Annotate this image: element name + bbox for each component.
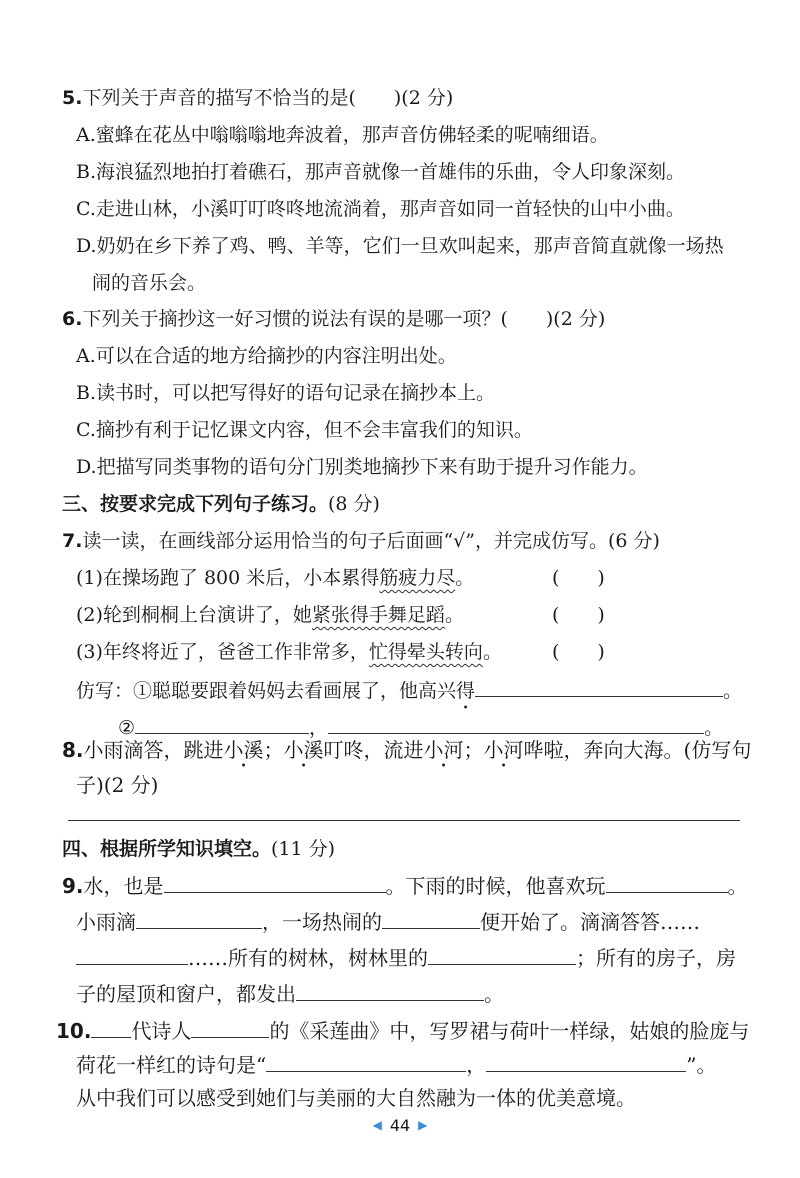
q8-number: 8. [62,738,84,762]
q7-sentence-2 [76,600,464,630]
q7-s1-underlined: 筋疲力尽 [379,567,456,589]
q7-s3-answer-paren[interactable]: ( ) [552,641,605,663]
q7-s2-underlined: 紧张得手舞足蹈 [311,604,445,626]
q5-option-d-line1: D.奶奶在乡下养了鸡、鸭、羊等，它们一旦欢叫起来，那声音简直就像一场热 [76,235,724,257]
q7-s2-text: (2)轮到桐桐上台演讲了，她 [76,604,312,626]
q9-text-3b: ；所有的房子，房 [576,946,736,970]
q10-line2 [76,1049,716,1080]
q5-option-d-line2: 闹的音乐会。 [92,272,207,294]
q8-answer-line[interactable] [68,820,740,821]
q8-dotted-1: 小溪 [223,738,264,762]
section-4-heading [62,834,335,864]
q7-s1-end: 。 [455,567,475,589]
q6-option-a: A.可以在合适的地方给摘抄的内容注明出处。 [76,345,457,367]
section-3-title: 三、按要求完成下列句子练习。 [62,493,329,515]
q6-option-c: C.摘抄有利于记忆课文内容，但不会丰富我们的知识。 [76,419,533,441]
q5-option-b: B.海浪猛烈地拍打着礁石，那声音就像一首雄伟的乐曲，令人印象深刻。 [76,161,686,183]
q9-text-4b: 。 [484,982,504,1006]
q8-text-c: 叮咚，流进 [323,738,424,762]
q7-imitation-2-end: 。 [704,717,724,739]
q7-sentence-1 [76,563,474,593]
q7-s2-answer-paren[interactable]: ( ) [552,604,605,626]
q7-imitation-dotted-char: 得 [456,680,476,702]
page-footer [0,1116,800,1135]
q9-blank-3[interactable] [136,906,262,929]
q7-imitation-2-number: ② [118,717,136,739]
q6-number: 6. [62,308,83,330]
q7-s3-underlined: 忙得晕头转向 [368,641,483,663]
q9-text-4a: 子的屋顶和窗户，都发出 [76,982,296,1006]
q7-number: 7. [62,530,83,552]
q5-stem-text: 下列关于声音的描写不恰当的是( )(2 分) [82,87,454,109]
q9-blank-4[interactable] [382,906,480,929]
q9-number: 9. [62,874,84,898]
q9-text-1b: 。下雨的时候，他喜欢玩 [385,874,606,898]
q10-line3: 从中我们可以感受到她们与美丽的大自然融为一体的优美意境。 [76,1086,636,1110]
q9-blank-5[interactable] [76,942,188,965]
q8-dotted-3: 小河 [423,738,464,762]
q8-dotted-4: 小河 [483,738,524,762]
q9-blank-6[interactable] [428,942,576,965]
q7-imitation-2-comma: ， [309,717,329,739]
q7-imitation-2-blank-b[interactable] [328,711,704,734]
q8-stem-line2: 子)(2 分) [76,773,159,797]
q7-s3-text: (3)年终将近了，爸爸工作非常多， [76,641,369,663]
q9-blank-7[interactable] [296,978,484,1001]
q5-option-a: A.蜜蜂在花丛中嗡嗡嗡地奔波着，那声音仿佛轻柔的呢喃细语。 [76,124,609,146]
q6-option-b: B.读书时，可以把写得好的语句记录在摘抄本上。 [76,382,496,404]
q9-line4 [76,978,504,1009]
page-number: 44 [389,1116,411,1135]
q9-text-3a: ……所有的树林，树林里的 [188,946,428,970]
q5-stem [62,83,453,113]
q10-text-2c: ”。 [686,1053,717,1077]
q6-stem-text: 下列关于摘抄这一好习惯的说法有误的是哪一项？( )(2 分) [82,308,606,330]
q7-s1-answer-paren[interactable]: ( ) [552,567,605,589]
q7-imitation-1 [76,674,742,706]
q7-imitation-2-blank-a[interactable] [135,711,309,734]
q8-text-d: ； [463,738,484,762]
q6-option-d: D.把描写同类事物的语句分门别类地摘抄下来有助于提升习作能力。 [76,456,648,478]
q10-blank-poet[interactable] [191,1015,269,1038]
q10-blank-verse-1[interactable] [266,1049,466,1072]
q9-line1 [62,870,748,901]
q9-text-2a: 小雨滴 [76,910,136,934]
q6-stem [62,304,605,334]
q10-blank-verse-2[interactable] [486,1049,686,1072]
q5-option-c: C.走进山林，小溪叮叮咚咚地流淌着，那声音如同一首轻快的山中小曲。 [76,198,685,220]
q8-text-e: 哗啦，奔向大海。(仿写句 [523,738,752,762]
q10-text-2a: 荷花一样红的诗句是“ [76,1053,267,1077]
q10-text-1a: 代诗人 [131,1019,192,1043]
prev-page-icon[interactable]: ◀ [372,1118,382,1132]
q10-text-1b: 的《采莲曲》中，写罗裙与荷叶一样绿，姑娘的脸庞与 [269,1019,750,1043]
q7-s3-end: 。 [482,641,502,663]
q7-imitation-1-end: 。 [723,680,743,702]
q7-sentence-3 [76,637,502,667]
section-3-heading [62,489,380,519]
q7-s2-end: 。 [444,604,464,626]
q9-text-2b: ，一场热闹的 [262,910,382,934]
q9-line2 [76,906,700,937]
q8-stem-line1 [62,733,751,767]
q9-blank-1[interactable] [164,870,386,893]
q10-line1 [56,1015,749,1046]
q7-stem-text: 读一读，在画线部分运用恰当的句子后面画“√”，并完成仿写。(6 分) [82,530,660,552]
q7-s1-text: (1)在操场跑了 800 米后，小本累得 [76,567,380,589]
next-page-icon[interactable]: ▶ [418,1118,428,1132]
q7-imitation-1-blank[interactable] [475,674,723,697]
q9-blank-2[interactable] [606,870,728,893]
q8-text-b: ； [263,738,284,762]
q5-number: 5. [62,87,83,109]
section-4-title: 四、根据所学知识填空。 [62,838,272,860]
q7-stem [62,526,660,556]
q10-blank-dynasty[interactable] [91,1015,131,1038]
q8-dotted-2: 小溪 [283,738,324,762]
section-3-score: (8 分) [328,493,380,515]
q9-text-1c: 。 [727,874,748,898]
q9-line3 [76,942,736,973]
q9-text-2c: 便开始了。滴滴答答…… [480,910,700,934]
q9-text-1a: 水，也是 [83,874,164,898]
q10-number: 10. [56,1019,92,1043]
q7-imitation-label: 仿写：①聪聪要跟着妈妈去看画展了，他高兴 [76,680,457,702]
q10-text-2b: ， [466,1053,487,1077]
section-4-score: (11 分) [271,838,336,860]
q8-text-a: 小雨滴答，跳进 [83,738,224,762]
